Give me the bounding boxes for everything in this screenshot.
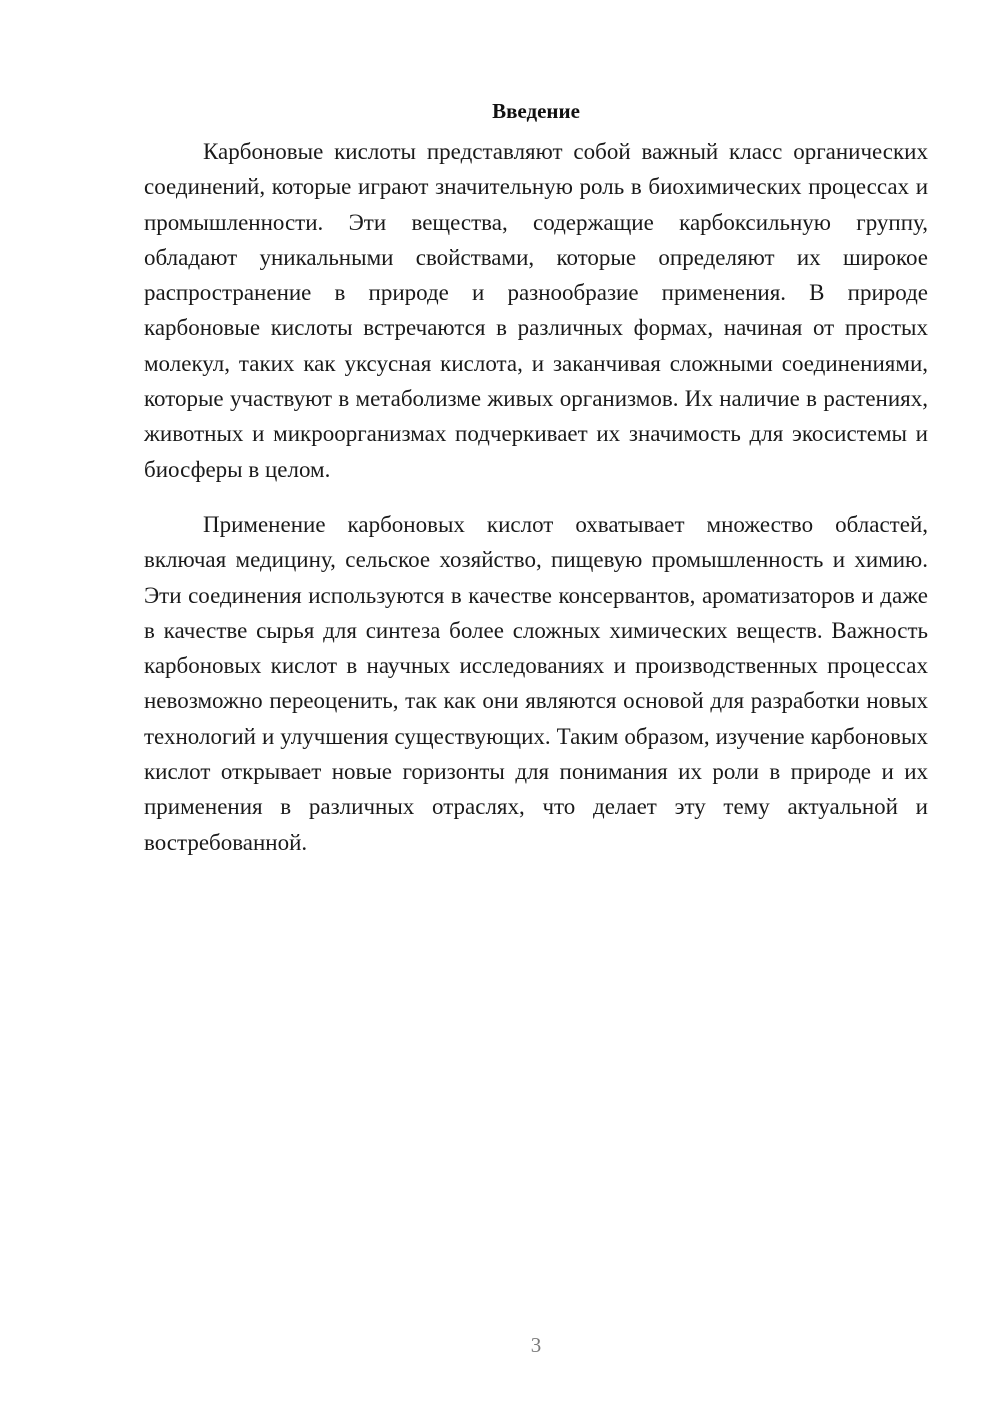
paragraph-2: Применение карбоновых кислот охватывает множество областей, включая медицину, сельское хозяйство, пищевую промышленность и химию. Эти соединения используются в качестве консервантов, ароматизаторов и даже в качестве сырья для синтеза более сложных химических веществ. Важность карбоновых кислот в научных исследованиях и производственных процессах невозможно переоценить, так как они являются основой для разработки новых технологий и улучшения существующих. Таким образом, изучение карбоновых кислот открывает новые горизонты для понимания их роли в природе и их применения в различных отраслях, что делает эту тему актуальной и востребованной. — [144, 511, 928, 855]
paragraph-1: Карбоновые кислоты представляют собой важный класс органических соединений, которые играют значительную роль в биохимических процессах и промышленности. Эти вещества, содержащие карбоксильную группу, обладают уникальными свойствами, которые определяют их широкое распространение в природе и разнообразие применения. В природе карбоновые кислоты встречаются в различных формах, начиная от простых молекул, таких как уксусная кислота, и заканчивая сложными соединениями, которые участвуют в метаболизме живых организмов. Их наличие в растениях, животных и микроорганизмах подчеркивает их значимость для экосистемы и биосферы в целом. — [144, 139, 928, 482]
page-content — [144, 96, 928, 860]
page-number: 3 — [530, 1333, 542, 1357]
section-title: Введение — [492, 99, 580, 123]
